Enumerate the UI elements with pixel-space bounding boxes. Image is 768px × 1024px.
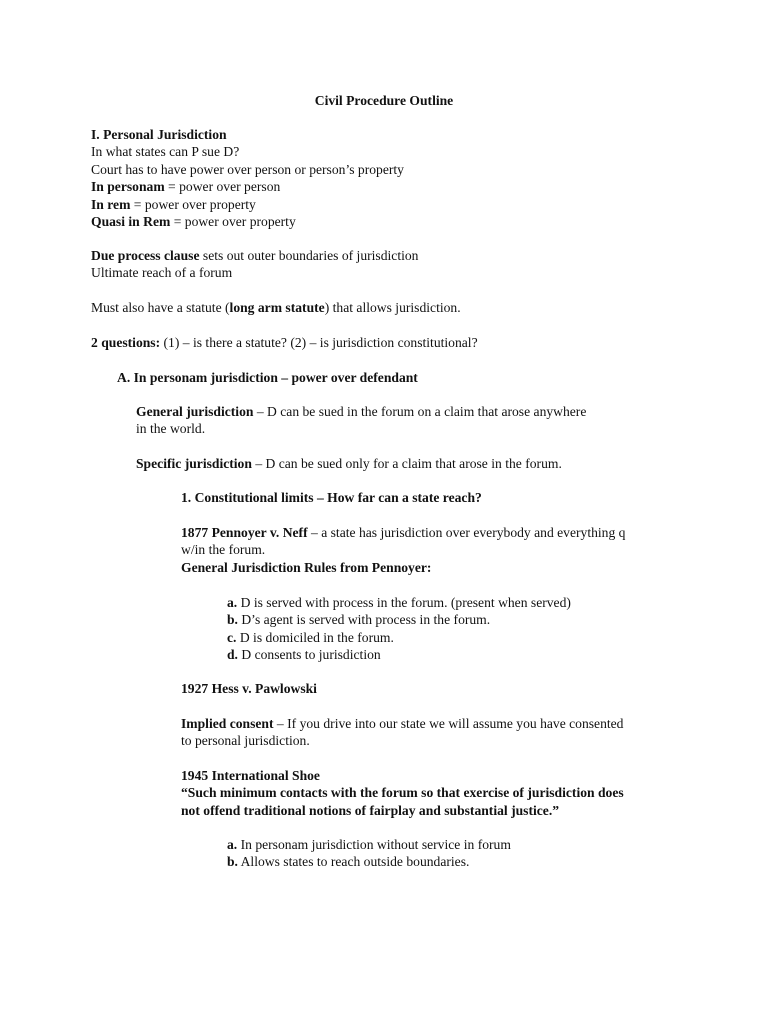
- in-rem-term: In rem: [91, 196, 131, 212]
- in-personam-term: In personam: [91, 179, 165, 195]
- pennoyer-rules-heading: General Jurisdiction Rules from Pennoyer:: [181, 559, 432, 575]
- list-item: d. D consents to jurisdiction: [227, 647, 381, 663]
- questions-paragraph: [91, 334, 768, 351]
- statute-paragraph: [91, 299, 768, 316]
- pennoyer-rules-list: [227, 594, 768, 664]
- pennoyer-term: 1877 Pennoyer v. Neff: [181, 525, 308, 540]
- hess-case: [181, 680, 768, 697]
- shoe-quote-line1: “Such minimum contacts with the forum so that exercise of jurisdiction does: [181, 785, 624, 801]
- specific-term: Specific jurisdiction: [136, 456, 252, 471]
- question-line: In what states can P sue D?: [91, 144, 240, 160]
- shoe-heading: 1945 International Shoe: [181, 768, 320, 783]
- in-rem-def: = power over property: [130, 196, 256, 212]
- due-process-paragraph: [91, 247, 768, 282]
- questions-rest: (1) – is there a statute? (2) – is jurisdiction constitutional?: [160, 335, 478, 350]
- general-term: General jurisdiction: [136, 404, 254, 419]
- power-line: Court has to have power over person or person’s property: [91, 161, 404, 177]
- subsection-a-heading: A. In personam jurisdiction – power over defendant: [117, 370, 418, 385]
- shoe-items-list: [227, 836, 768, 871]
- specific-rest: – D can be sued only for a claim that arose in the forum.: [251, 456, 562, 471]
- hess-heading: 1927 Hess v. Pawlowski: [181, 681, 317, 696]
- section-personal-jurisdiction: [91, 126, 768, 230]
- pennoyer-rest: – a state has jurisdiction over everybody and everything q: [307, 525, 626, 540]
- general-rest: – D can be sued in the forum on a claim that arose anywhere: [253, 404, 587, 419]
- limits-heading: 1. Constitutional limits – How far can a state reach?: [181, 490, 482, 505]
- pennoyer-paragraph: [181, 524, 768, 576]
- questions-term: 2 questions:: [91, 335, 161, 350]
- implied-rest: – If you drive into our state we will assume you have consented: [273, 716, 624, 731]
- implied-line2: to personal jurisdiction.: [181, 733, 310, 749]
- general-line2: in the world.: [136, 421, 206, 437]
- international-shoe-paragraph: [181, 767, 768, 819]
- title-text: Civil Procedure Outline: [314, 93, 454, 108]
- list-item: b. Allows states to reach outside boundaries.: [227, 854, 470, 870]
- due-process-rest: sets out outer boundaries of jurisdiction: [199, 248, 419, 263]
- list-item: a. In personam jurisdiction without service in forum: [227, 837, 511, 852]
- in-personam-def: = power over person: [164, 179, 281, 195]
- quasi-def: = power over property: [170, 214, 296, 230]
- quasi-term: Quasi in Rem: [91, 214, 171, 230]
- list-item: b. D’s agent is served with process in the forum.: [227, 612, 491, 628]
- section-heading: I. Personal Jurisdiction: [91, 127, 227, 142]
- implied-term: Implied consent: [181, 716, 274, 731]
- statute-pre: Must also have a statute (: [91, 300, 230, 315]
- list-item: a. D is served with process in the forum. (present when served): [227, 595, 571, 610]
- specific-jurisdiction-paragraph: [136, 455, 768, 472]
- general-jurisdiction-paragraph: [136, 403, 768, 438]
- ultimate-reach-line: Ultimate reach of a forum: [91, 265, 233, 281]
- due-process-term: Due process clause: [91, 248, 200, 263]
- document-title: [0, 92, 768, 109]
- long-arm-term: long arm statute: [229, 300, 325, 315]
- constitutional-limits: [181, 489, 768, 506]
- in-rem-definition: [91, 196, 768, 213]
- list-item: c. D is domiciled in the forum.: [227, 629, 394, 645]
- implied-consent-paragraph: [181, 715, 768, 750]
- statute-post: ) that allows jurisdiction.: [324, 300, 461, 315]
- quasi-in-rem-definition: [91, 213, 768, 230]
- shoe-quote-line2: not offend traditional notions of fairplay and substantial justice.”: [181, 802, 560, 818]
- subsection-a: [117, 369, 768, 386]
- pennoyer-line2: w/in the forum.: [181, 542, 266, 558]
- in-personam-definition: [91, 178, 768, 195]
